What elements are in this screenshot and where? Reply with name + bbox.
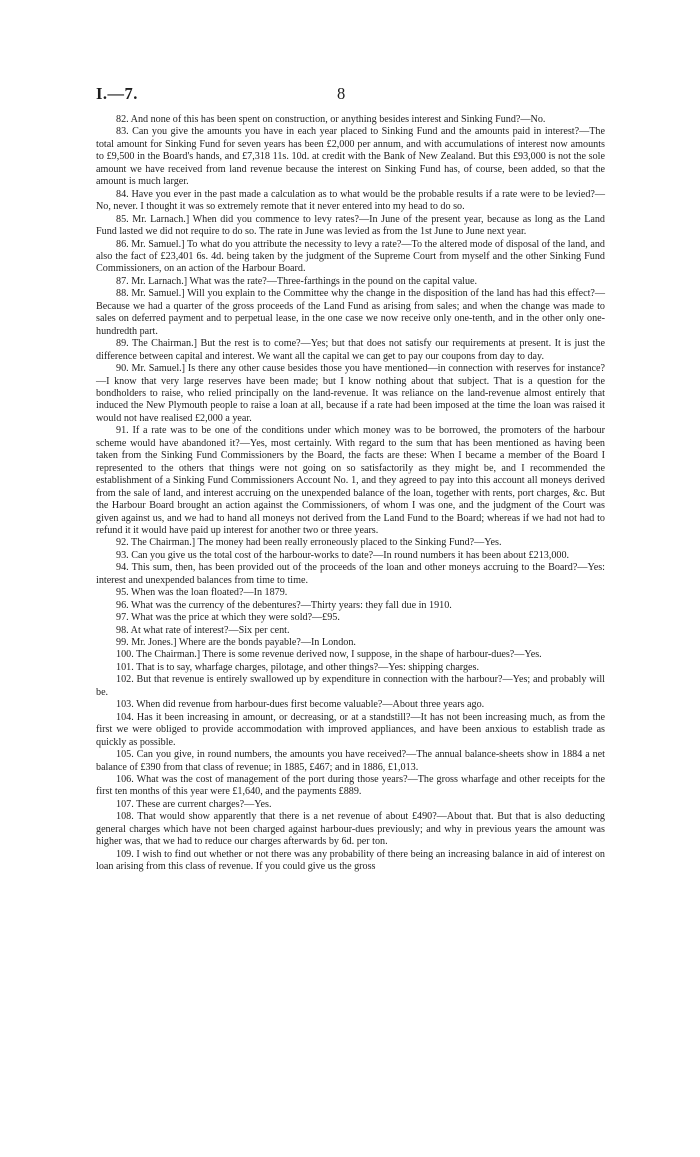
paragraph: 100. The Chairman.] There is some revenue derived now, I suppose, in the shape of harbour-dues?—Yes.	[116, 649, 542, 661]
paragraph: 99. Mr. Jones.] Where are the bonds payable?—In London.	[116, 637, 356, 649]
paragraph: 83. Can you give the amounts you have in each year placed to Sinking Fund and the amounts paid in interest?—The total amount for Sinking Fund for seven years has been £2,000 per annum, and with accumulations of interest now amounts to £9,500 in the Board's hands, and £7,318 11s. 10d. at credit with the Bank of New Zealand. But this £93,000 is not the sole amount we have received from land revenue because the interest on Sinking Fund has, of course, been added, so that the amount is much larger.	[96, 126, 605, 188]
document-id: I.—7.	[96, 84, 138, 103]
paragraph: 82. And none of this has been spent on construction, or anything besides interest and Sinking Fund?—No.	[116, 114, 546, 125]
paragraph: 87. Mr. Larnach.] What was the rate?—Three-farthings in the pound on the capital value.	[116, 275, 478, 287]
paragraph: 103. When did revenue from harbour-dues first become valuable?—About three years ago.	[116, 699, 485, 711]
paragraph: 89. The Chairman.] But the rest is to come?—Yes; but that does not satisfy our requirements at present. It is just the difference between capital and interest. We want all the capital we can get to pay our coupons from day to day.	[96, 338, 605, 362]
paragraph: 107. These are current charges?—Yes.	[116, 798, 272, 810]
paragraph: 106. What was the cost of management of the port during those years?—The gross wharfage and other receipts for the first ten months of this year were £1,640, and the payments £889.	[96, 774, 605, 798]
paragraph: 109. I wish to find out whether or not there was any probability of there being an increasing balance in aid of interest on loan arising from this class of revenue. If you could give us the gross	[96, 848, 605, 873]
paragraph: 85. Mr. Larnach.] When did you commence to levy rates?—In June of the present year, because as long as the Land Fund lasted we did not require to do so. The rate in June was levied as from the 1st June to June next year.	[96, 213, 605, 238]
paragraph: 104. Has it been increasing in amount, or decreasing, or at a standstill?—It has not been increasing much, as from the first we were obliged to provide accommodation with improved appliances, and have been anxious to establish trade as quickly as possible.	[96, 711, 605, 748]
paragraph: 98. At what rate of interest?—Six per cent.	[116, 624, 290, 636]
paragraph: 97. What was the price at which they were sold?—£95.	[116, 612, 340, 624]
paragraph: 86. Mr. Samuel.] To what do you attribute the necessity to levy a rate?—To the altered mode of disposal of the land, and also the fact of £23,401 6s. 4d. being taken by the judgment of the Supreme Court from myself and the other Sinking Fund Commissioners, on an action of the Harbour Board.	[96, 238, 605, 275]
paragraph: 102. But that revenue is entirely swallowed up by expenditure in connection with the harbour?—Yes; and probably will be.	[96, 674, 605, 698]
paragraph: 90. Mr. Samuel.] Is there any other cause besides those you have mentioned—in connection with reserves for instance?—I know that very large reserves have been made; but I know nothing about that subject. That is a question for the bondholders to raise, who relied principally on the land-revenue. It was reliance on the land-revenue almost entirely that induced the New Plymouth people to raise a loan at all, because if a rate had been imposed at the time the loan was raised it would not have realised £2,000 a year.	[96, 363, 605, 424]
body-text	[96, 114, 605, 874]
paragraph: 95. When was the loan floated?—In 1879.	[116, 587, 288, 599]
paragraph: 92. The Chairman.] The money had been really erroneously placed to the Sinking Fund?—Yes.	[116, 537, 502, 549]
paragraph: 101. That is to say, wharfage charges, pilotage, and other things?—Yes: shipping charges.	[116, 661, 480, 673]
paragraph: 84. Have you ever in the past made a calculation as to what would be the probable results if a rate were to be levied?—No, never. I thought it was so extremely remote that it never entered into my head to do so.	[96, 188, 605, 213]
paragraph: 108. That would show apparently that there is a net revenue of about £490?—About that. But that is also deducting general charges which have not been charged against harbour-dues previously; and why in previous years the amount was higher was, that we had to reduce our charges afterwards by 6d. per ton.	[96, 811, 605, 848]
paragraph: 88. Mr. Samuel.] Will you explain to the Committee why the change in the disposition of the land has had this effect?—Because we had a quarter of the gross proceeds of the Land Fund as arising from sales; and when the change was made to sales on deferred payment and to perpetual lease, in the one case we now receive only one-tenth, and in the other only one-hundredth part.	[96, 288, 605, 337]
paragraph: 91. If a rate was to be one of the conditions under which money was to be borrowed, the promoters of the harbour scheme would have abandoned it?—Yes, most certainly. With regard to the sum that has been mentioned as having been taken from the Sinking Fund Commissioners by the Board, the facts are these: When I became a member of the Board I represented to the others that things were not going on so satisfactorily as they might be, and I recommended the establishment of a Sinking Fund Commissioners Account No. 1, and they agreed to pay into this account all moneys derived from the sale of land, and interest accruing on the unexpended balance of the loan, together with rents, port charges, &c. But the Harbour Board brought an action against the Commissioners, of whom I was one, and the judgment of the Court was given against us, and we had to hand all moneys not derived from the Land Fund to the Board; whereas if we had not had to refund it it would have paid up interest for another two or three years.	[96, 425, 605, 536]
paragraph: 105. Can you give, in round numbers, the amounts you have received?—The annual balance-sheets show in 1884 a net balance of £390 from that class of revenue; in 1885, £467; and in 1886, £1,013.	[96, 749, 605, 773]
paragraph: 96. What was the currency of the debentures?—Thirty years: they fall due in 1910.	[116, 599, 452, 611]
paragraph: 93. Can you give us the total cost of the harbour-works to date?—In round numbers it has been about £213,000.	[116, 549, 570, 561]
paragraph: 94. This sum, then, has been provided out of the proceeds of the loan and other moneys accruing to the Board?—Yes: interest and unexpended balances from time to time.	[96, 562, 605, 586]
page-number: 8	[337, 84, 346, 103]
